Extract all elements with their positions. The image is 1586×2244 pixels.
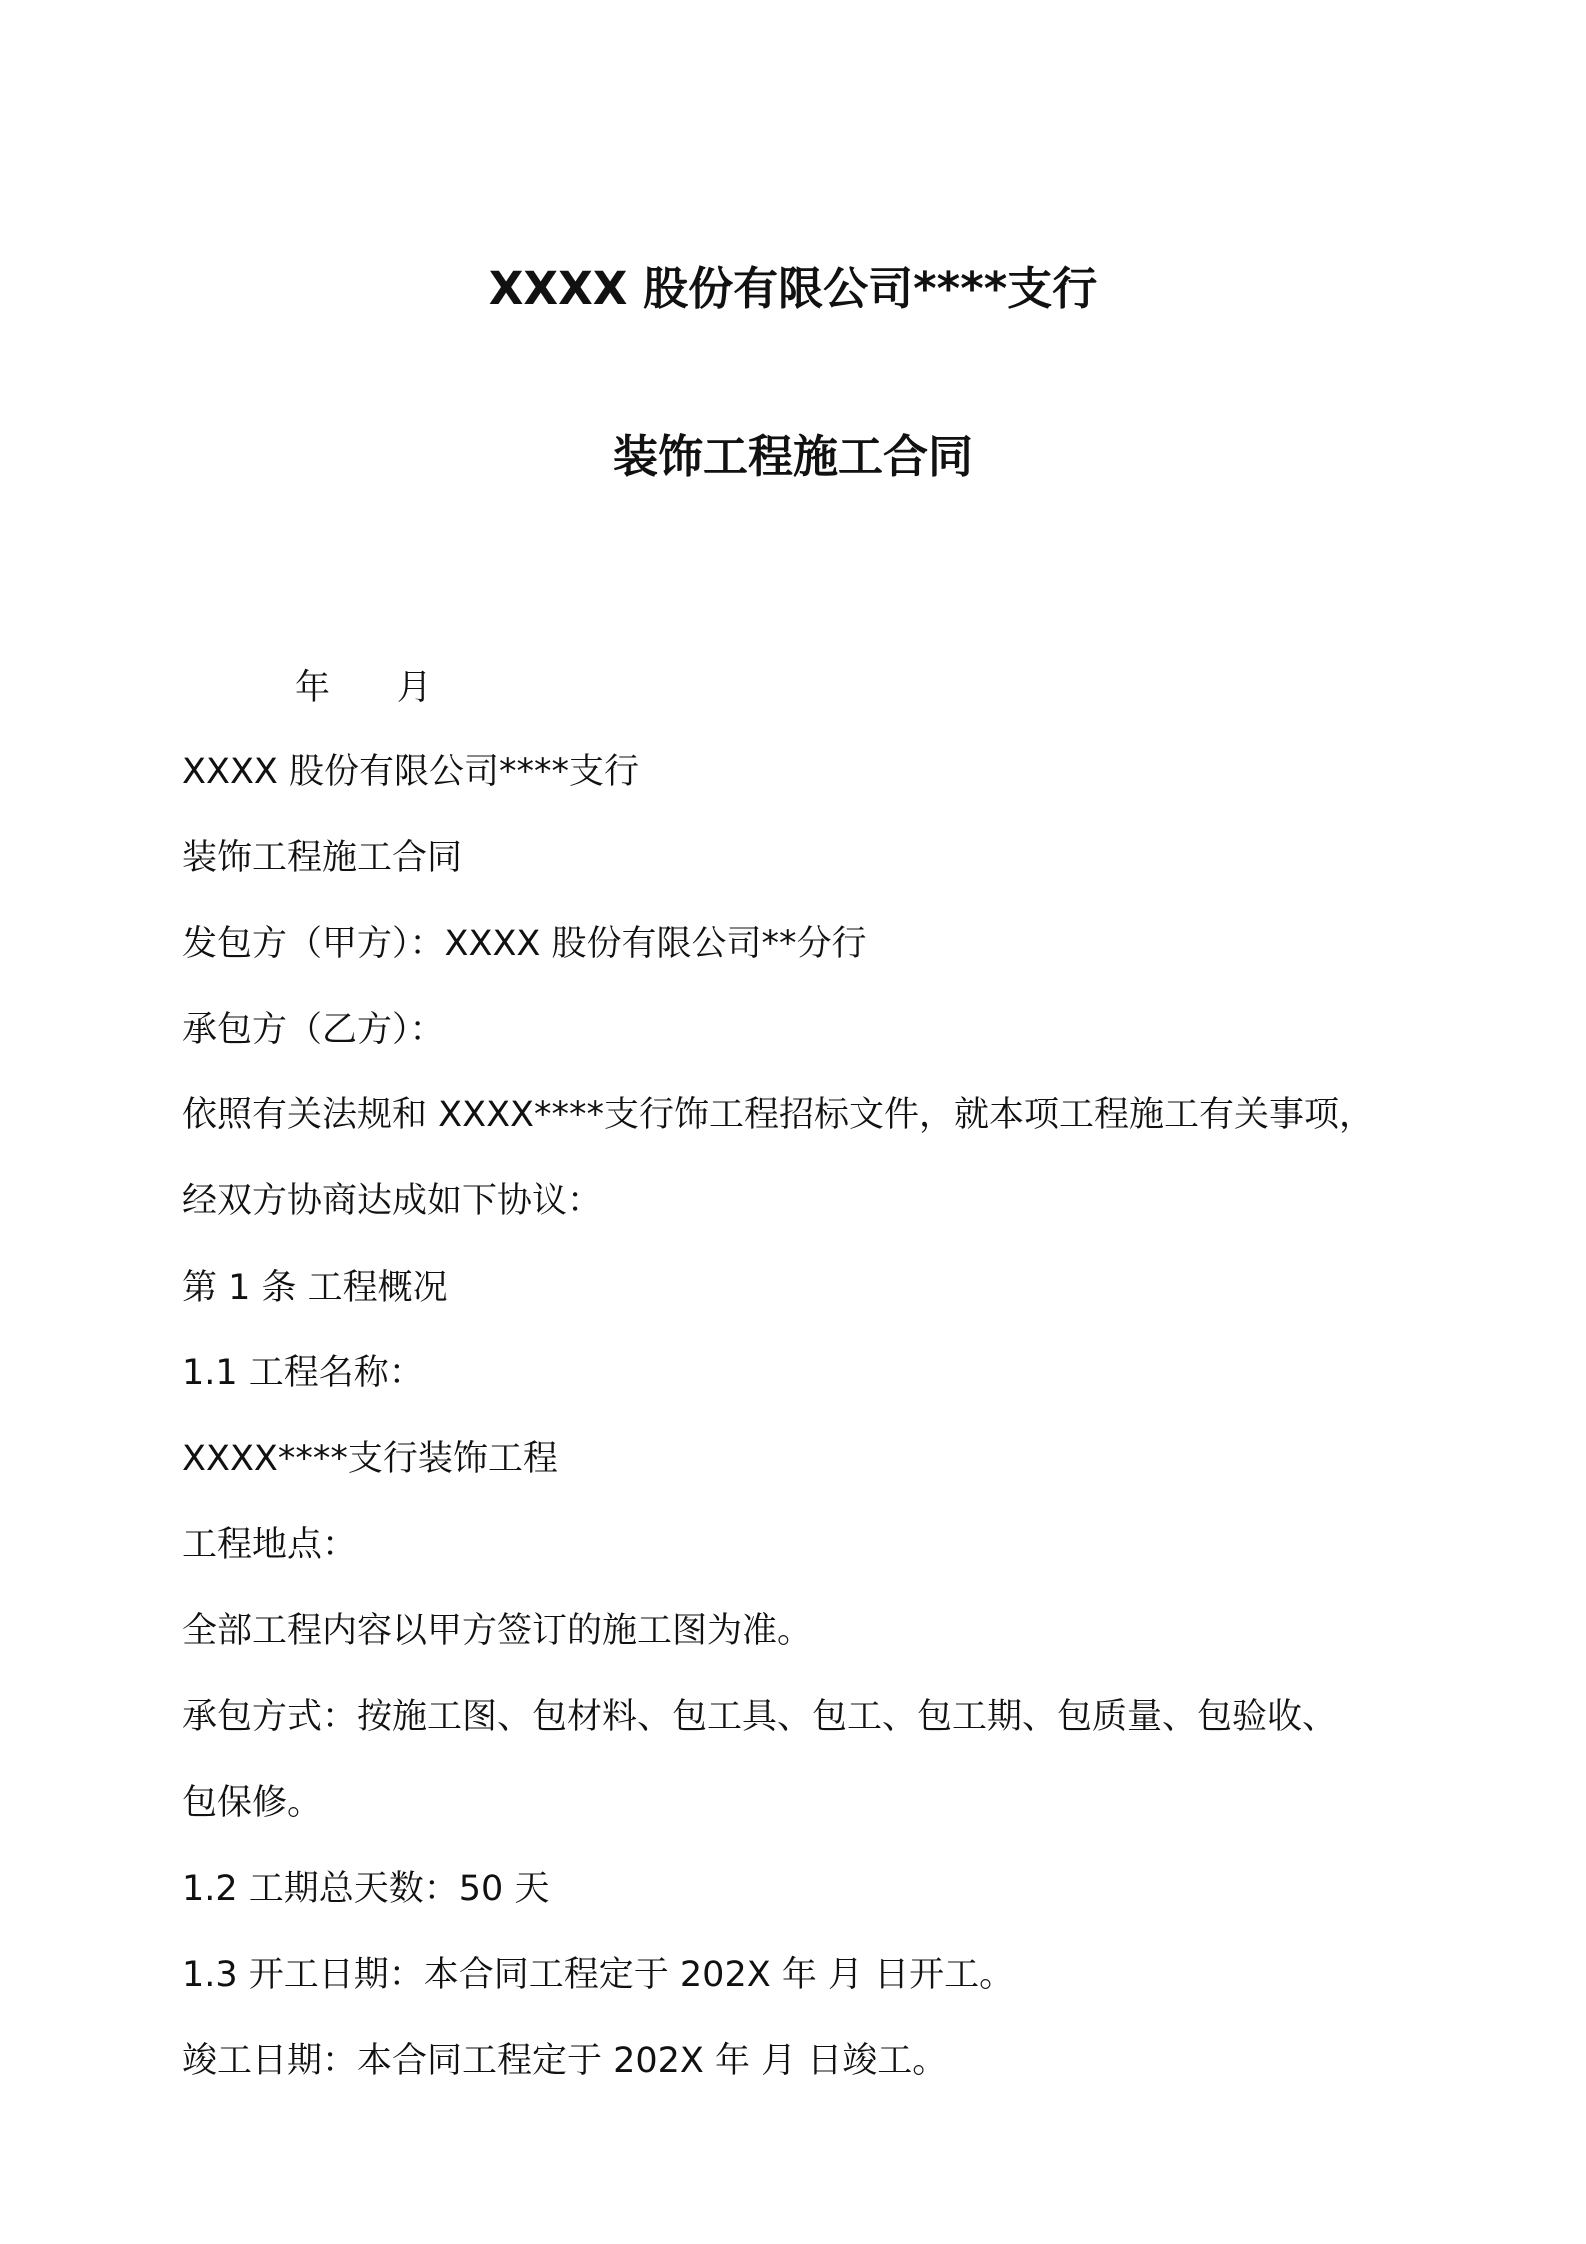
body-line-company: XXXX 股份有限公司****支行 [182,752,640,792]
date-line: 年 月 [295,668,432,708]
body-line-basis: 依照有关法规和 XXXX****支行饰工程招标文件，就本项工程施工有关事项， [182,1095,1375,1135]
body-line-contract-name: 装饰工程施工合同 [182,838,463,878]
body-line-party-b: 承包方（乙方）： [182,1010,445,1050]
contract-title: 装饰工程施工合同 [612,430,973,483]
project-scope: 全部工程内容以甲方签订的施工图为准。 [182,1611,813,1651]
clause-1-3: 1.3 开工日期：本合同工程定于 202X 年 月 日开工。 [182,1955,1015,1995]
body-line-party-a: 发包方（甲方）：XXXX 股份有限公司**分行 [182,924,867,964]
completion-date: 竣工日期：本合同工程定于 202X 年 月 日竣工。 [182,2041,948,2081]
project-name: XXXX****支行装饰工程 [182,1439,558,1479]
article-heading: 第 1 条 工程概况 [182,1268,448,1308]
contract-method-cont: 包保修。 [182,1783,323,1823]
project-location: 工程地点： [182,1525,358,1565]
clause-1-1: 1.1 工程名称： [182,1353,424,1393]
clause-1-2: 1.2 工期总天数：50 天 [182,1869,550,1909]
company-title: XXXX 股份有限公司****支行 [488,262,1098,315]
body-line-agreement: 经双方协商达成如下协议： [182,1181,603,1221]
contract-method: 承包方式：按施工图、包材料、包工具、包工、包工期、包质量、包验收、 [182,1697,1338,1737]
